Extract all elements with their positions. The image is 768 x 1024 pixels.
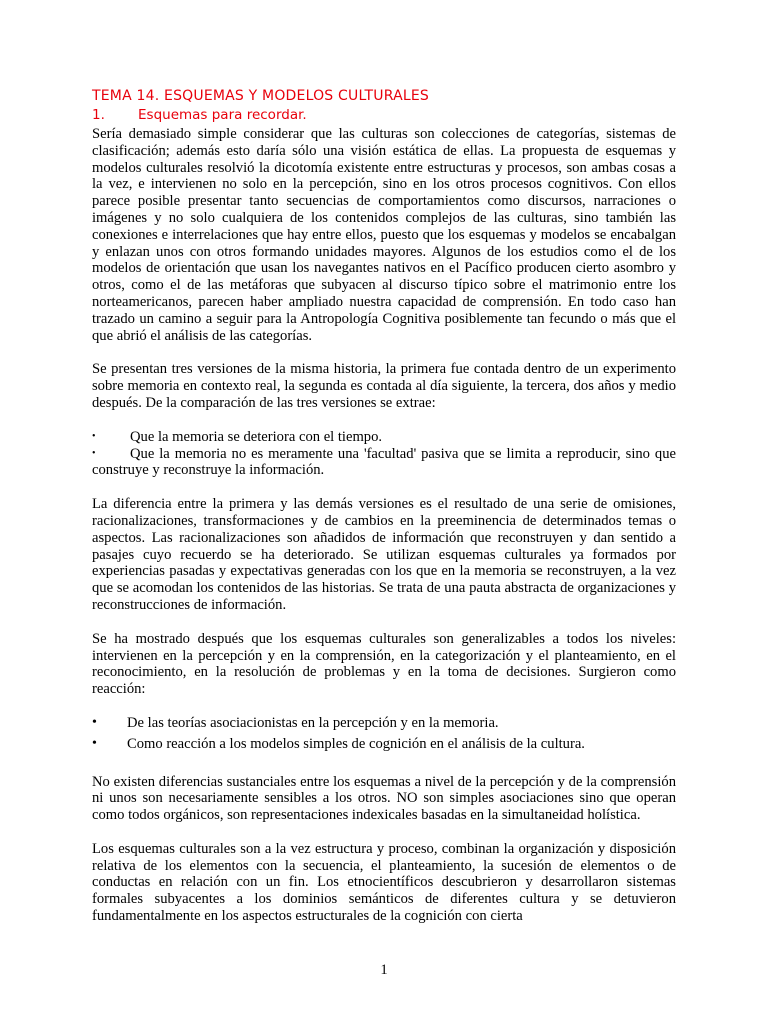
bullet-icon: •: [92, 447, 96, 459]
bullet-icon: •: [92, 714, 97, 730]
bullet-icon: •: [92, 430, 96, 442]
section-label: Esquemas para recordar.: [138, 107, 307, 123]
page-number: 1: [380, 962, 388, 978]
paragraph-2: Se presentan tres versiones de la misma historia, la primera fue contada dentro de un experimento sobre memoria en contexto real, la segunda es contada al día siguiente, la tercera, dos años y medio después. De la comparación de las tres versiones se extrae:: [92, 361, 676, 411]
bullet-icon: •: [92, 735, 97, 751]
document-page: [92, 86, 676, 925]
bullet-list-memory: [92, 429, 676, 479]
bullet-list-reaction: [92, 715, 676, 753]
list-item: • Que la memoria se deteriora con el tiempo.: [92, 428, 383, 445]
list-item: • Que la memoria no es meramente una 'facultad' pasiva que se limita a reproducir, sino que construye y reconstruye la información.: [92, 445, 676, 479]
list-item: • Como reacción a los modelos simples de cognición en el análisis de la cultura.: [92, 735, 585, 752]
paragraph-6: Los esquemas culturales son a la vez estructura y proceso, combinan la organización y disposición relativa de los elementos con la secuencia, el planteamiento, la sucesión de elementos o de conductas en relación con un fin. Los etnocientíficos descubrieron y desarrollaron sistemas formales subyacentes a los dominios semánticos de diferentes cultura y se detuvieron fundamentalmente en los aspectos estructurales de la cognición con cierta: [92, 840, 676, 925]
document-title: TEMA 14. ESQUEMAS Y MODELOS CULTURALES: [92, 88, 430, 104]
section-number: 1.: [92, 107, 105, 123]
paragraph-1: Sería demasiado simple considerar que las culturas son colecciones de categorías, sistemas de clasificación; además esto daría sólo una visión estática de ellas. La propuesta de esquemas y modelos culturales resolvió la dicotomía existente entre estructuras y procesos, son ambas cosas a la vez, e intervienen no solo en la percepción, sino en los otros procesos cognitivos. Con ellos parece posible presentar tanto secuencias de comportamientos como discursos, narraciones o imágenes y no solo cualquiera de los contenidos complejos de las culturas, sino también las conexiones e interrelaciones que hay entre ellos, puesto que los esquemas y modelos se encabalgan y enlazan unos con otros formando unidades mayores. Algunos de los estudios como el de los modelos de orientación que usan los navegantes nativos en el Pacífico producen cierto asombro y otros, como el de las metáforas que subyacen al discurso típico sobre el matrimonio entre los norteamericanos, parecen haber ampliado nuestra capacidad de comprensión. En todo caso han trazado un camino a seguir para la Antropología Cognitiva posiblemente tan fecundo o más que el que abrió el análisis de las categorías.: [92, 126, 676, 344]
paragraph-4: Se ha mostrado después que los esquemas culturales son generalizables a todos los niveles: intervienen en la percepción y en la comprensión, en la categorización y el planteamiento, en el reconocimiento, en la resolución de problemas y en la toma de decisiones. Surgieron como reacción:: [92, 630, 676, 698]
paragraph-5: No existen diferencias sustanciales entre los esquemas a nivel de la percepción y de la comprensión ni unos son necesariamente sensibles a los otros. NO son simples asociaciones sino que operan como todos orgánicos, son representaciones indexicales basadas en la simultaneidad holística.: [92, 773, 676, 824]
list-item: • De las teorías asociacionistas en la percepción y en la memoria.: [92, 714, 499, 731]
paragraph-3: La diferencia entre la primera y las demás versiones es el resultado de una serie de omisiones, racionalizaciones, transformaciones y de cambios en la preeminencia de determinados temas o aspectos. Las racionalizaciones son añadidos de información que reconstruyen y dan sentido a pasajes cuyo recuerdo se ha deteriorado. Se utilizan esquemas culturales ya formados por experiencias pasadas y expectativas generadas con los que en la memoria se reconstruyen, a la vez que se acomodan los contenidos de las historias. Se trata de una pauta abstracta de organizaciones y reconstrucciones de información.: [92, 496, 676, 613]
section-heading: [92, 106, 676, 124]
